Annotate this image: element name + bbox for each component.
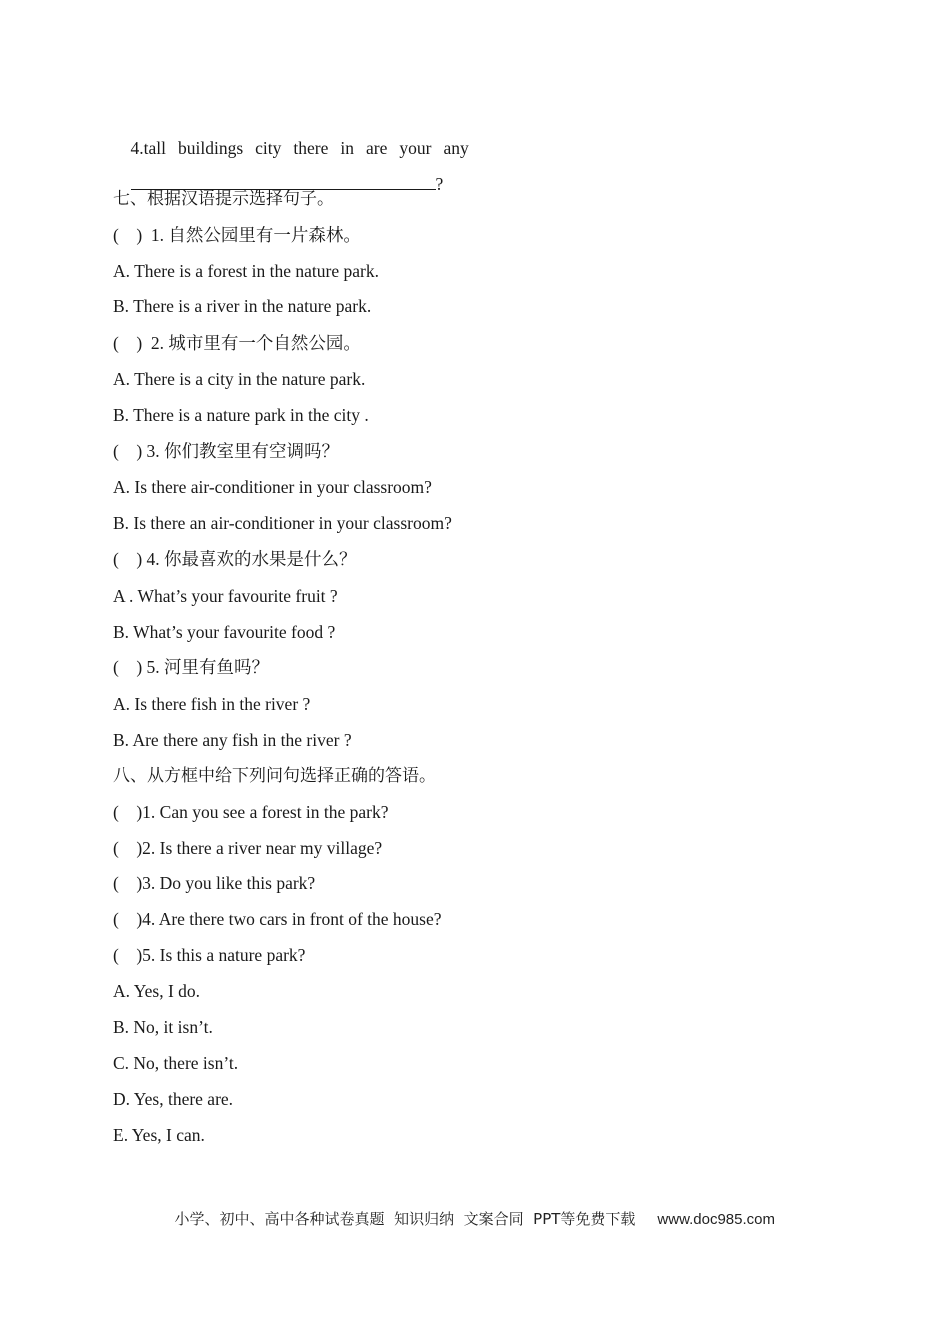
question-item: ( )4. Are there two cars in front of the house? [113,909,442,929]
question-item: ( )3. Do you like this park? [113,873,316,893]
footer-site-link[interactable]: www.doc985.com [657,1211,775,1228]
question-prompt: ( ) 4. 你最喜欢的水果是什么？ [113,549,357,569]
q4-word: buildings [177,138,244,158]
section-8-heading: 八、从方框中给下列问句选择正确的答语。 [113,766,436,786]
q4-word: in [340,138,354,158]
question-prompt: ( ) 1. 自然公园里有一片森林。 [113,225,361,245]
option-b: B. Is there an air-conditioner in your classroom? [113,513,452,533]
question-prompt: ( ) 2. 城市里有一个自然公园。 [113,333,361,353]
question-item: ( )1. Can you see a forest in the park? [113,802,389,822]
option-b: B. Are there any fish in the river ? [113,730,352,750]
option-b: B. What’s your favourite food ? [113,622,336,642]
option-a: A. There is a city in the nature park. [113,369,366,389]
option-a: A . What’s your favourite fruit ? [113,586,338,606]
q4-word: your [399,138,432,158]
question-prompt: ( ) 5. 河里有鱼吗？ [113,657,270,677]
question-item: ( )5. Is this a nature park? [113,945,306,965]
q4-question-mark: ? [435,174,444,194]
q4-word: 4.tall [130,138,166,158]
answer-option: A. Yes, I do. [113,981,201,1001]
q4-word: city [255,138,282,158]
option-b: B. There is a nature park in the city . [113,405,369,425]
q4-word: are [366,138,388,158]
option-a: A. There is a forest in the nature park. [113,261,379,281]
option-b: B. There is a river in the nature park. [113,296,372,316]
answer-option: E. Yes, I can. [113,1125,205,1145]
q4-word: any [443,138,469,158]
answer-option: B. No, it isn’t. [113,1017,213,1037]
answer-option: D. Yes, there are. [113,1089,234,1109]
option-a: A. Is there air-conditioner in your classroom? [113,477,432,497]
option-a: A. Is there fish in the river ? [113,694,311,714]
section-7-heading: 七、根据汉语提示选择句子。 [113,189,334,209]
q4-word: there [293,138,329,158]
page-footer [165,1190,775,1229]
answer-option: C. No, there isn’t. [113,1053,239,1073]
footer-text: 小学、初中、高中各种试卷真题 知识归纳 文案合同 PPT等免费下载 [174,1210,636,1228]
question-prompt: ( ) 3. 你们教室里有空调吗？ [113,441,340,461]
question-item: ( )2. Is there a river near my village? [113,838,383,858]
